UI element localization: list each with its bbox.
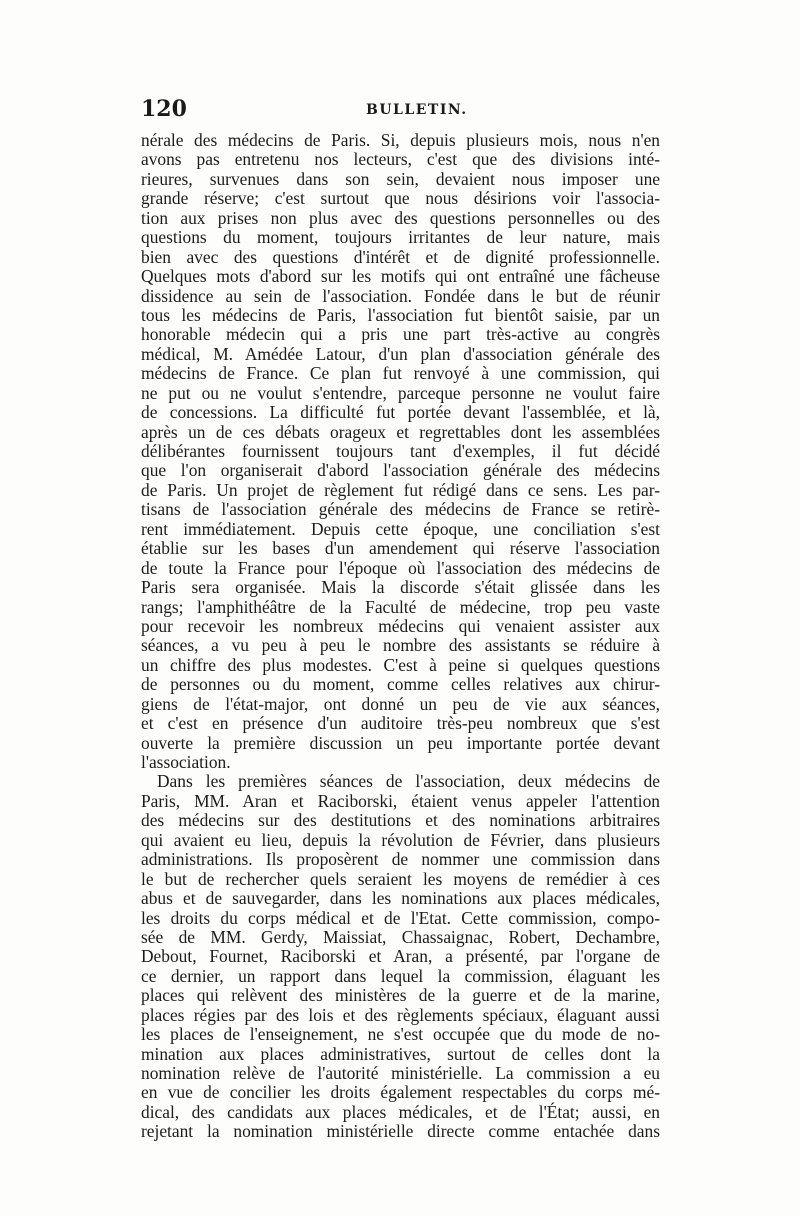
text-line: Paris sera organisée. Mais la discorde s'était glissée dans les xyxy=(141,577,660,598)
text-line: places qui relèvent des ministères de la guerre et de la marine, xyxy=(141,985,660,1006)
page-number: 120 xyxy=(141,96,187,122)
text-line: administrations. Ils proposèrent de nommer une commission dans xyxy=(141,849,660,870)
text-line: ne put ou ne voulut s'entendre, parceque personne ne voulut faire xyxy=(141,382,660,403)
text-line: mination aux places administratives, surtout de celles dont la xyxy=(141,1043,660,1064)
page-header xyxy=(141,96,661,126)
text-line: nomination relève de l'autorité ministérielle. La commission a eu xyxy=(141,1063,660,1083)
text-line: Dans les premières séances de l'association, deux médecins de xyxy=(157,771,660,792)
text-line: de personnes ou du moment, comme celles relatives aux chirur- xyxy=(141,674,660,695)
text-line: rangs; l'amphithéâtre de la Faculté de médecine, trop peu vaste xyxy=(141,596,660,617)
text-line: sée de MM. Gerdy, Maissiat, Chassaignac, Robert, Dechambre, xyxy=(141,926,660,947)
text-line: questions du moment, toujours irritantes de leur nature, mais xyxy=(141,227,660,248)
running-head: BULLETIN. xyxy=(366,102,468,118)
text-line: qui avaient eu lieu, depuis la révolution de Février, dans plusieurs xyxy=(141,829,660,850)
text-line: les droits du corps médical et de l'Etat. Cette commission, compo- xyxy=(141,907,660,928)
text-line: de concessions. La difficulté fut portée devant l'assemblée, et là, xyxy=(141,402,660,423)
text-line: et c'est en présence d'un auditoire très-peu nombreux que s'est xyxy=(141,713,660,734)
text-line: places régies par des lois et des règlements spéciaux, élaguant aussi xyxy=(141,1004,660,1025)
body-text xyxy=(141,131,660,1142)
text-line: que l'on organiserait d'abord l'association générale des médecins xyxy=(141,460,660,481)
text-line: médical, M. Amédée Latour, d'un plan d'association générale des xyxy=(141,343,660,364)
text-line: dical, des candidats aux places médicales, et de l'État; aussi, en xyxy=(141,1101,660,1122)
text-line: Debout, Fournet, Raciborski et Aran, a présenté, par l'organe de xyxy=(141,946,660,967)
text-line: établie sur les bases d'un amendement qui réserve l'association xyxy=(141,538,660,559)
text-line: l'association. xyxy=(141,752,231,772)
text-line: tion aux prises non plus avec des questions personnelles ou des xyxy=(141,207,660,228)
text-line: de Paris. Un projet de règlement fut rédigé dans ce sens. Les par- xyxy=(141,479,660,500)
text-line: nérale des médecins de Paris. Si, depuis plusieurs mois, nous n'en xyxy=(141,130,660,150)
text-line: le but de rechercher quels seraient les moyens de remédier à ces xyxy=(141,868,660,889)
text-line: dissidence au sein de l'association. Fondée dans le but de réunir xyxy=(141,285,660,306)
text-line: médecins de France. Ce plan fut renvoyé à une commission, qui xyxy=(141,363,660,384)
text-line: tisans de l'association générale des médecins de France se retirè- xyxy=(141,499,660,520)
text-line: bien avec des questions d'intérêt et de dignité professionnelle. xyxy=(141,246,660,267)
text-line: tous les médecins de Paris, l'association fut bientôt saisie, par un xyxy=(141,304,660,325)
text-line: un chiffre des plus modestes. C'est à peine si quelques questions xyxy=(141,654,660,675)
text-line: pour recevoir les nombreux médecins qui venaient assister aux xyxy=(141,615,660,636)
text-line: honorable médecin qui a pris une part très-active au congrès xyxy=(141,324,660,345)
text-line: abus et de sauvegarder, dans les nominations aux places médicales, xyxy=(141,888,660,909)
text-line: après un de ces débats orageux et regrettables dont les assemblées xyxy=(141,421,660,442)
text-line: rieures, survenues dans son sein, devaient nous imposer une xyxy=(141,168,660,189)
text-line: ouverte la première discussion un peu importante portée devant xyxy=(141,732,660,753)
text-line: Paris, MM. Aran et Raciborski, étaient venus appeler l'attention xyxy=(141,790,660,811)
text-line: Quelques mots d'abord sur les motifs qui ont entraîné une fâcheuse xyxy=(141,266,660,287)
text-line: les places de l'enseignement, ne s'est occupée que du mode de no- xyxy=(141,1024,660,1045)
text-line: giens de l'état-major, ont donné un peu de vie aux séances, xyxy=(141,693,660,714)
text-line: rent immédiatement. Depuis cette époque, une conciliation s'est xyxy=(141,518,660,539)
text-line: des médecins sur des destitutions et des nominations arbitraires xyxy=(141,810,660,831)
text-line: ce dernier, un rapport dans lequel la commission, élaguant les xyxy=(141,965,660,986)
text-line: de toute la France pour l'époque où l'association des médecins de xyxy=(141,557,660,578)
text-line: en vue de concilier les droits également respectables du corps mé- xyxy=(141,1082,660,1103)
text-line: avons pas entretenu nos lecteurs, c'est que des divisions inté- xyxy=(141,149,660,170)
text-line: délibérantes fournissent toujours tant d'exemples, il fut décidé xyxy=(141,441,660,461)
text-line: séances, a vu peu à peu le nombre des assistants se réduire à xyxy=(141,635,660,656)
text-line: grande réserve; c'est surtout que nous désirions voir l'associa- xyxy=(141,188,660,209)
text-line: rejetant la nomination ministérielle directe comme entachée dans xyxy=(141,1121,660,1142)
